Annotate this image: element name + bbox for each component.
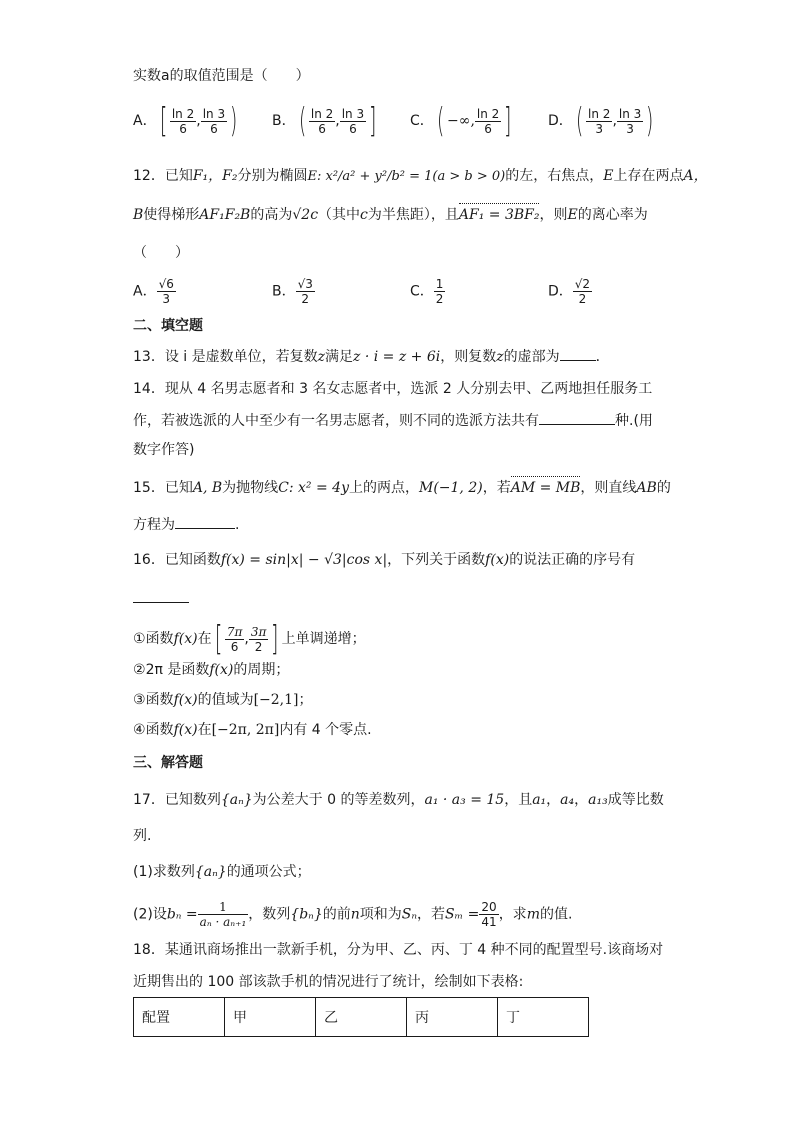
text: （其中 — [318, 207, 361, 223]
text: ，若 — [482, 480, 511, 496]
text: ，下列关于函数 — [387, 552, 486, 568]
item-marker: ④ — [133, 722, 146, 738]
q14-line-3 — [133, 440, 194, 460]
bracket: [ — [159, 101, 167, 141]
text: ，且 — [504, 792, 533, 808]
text: 的高为 — [250, 207, 293, 223]
text: 12．已知 — [133, 168, 193, 184]
text: 的虚部为 — [503, 349, 560, 365]
math-vector-equation: AM = MB — [510, 480, 581, 496]
text: 近期售出的 100 部该款手机的情况进行了统计，绘制如下表格: — [133, 974, 524, 990]
math-points: A, B — [192, 480, 223, 496]
text: (1)求数列 — [133, 864, 195, 880]
fraction — [475, 107, 501, 136]
text: ，若 — [417, 906, 446, 923]
text: 为抛物线 — [222, 480, 279, 496]
math-z: z — [317, 349, 325, 365]
option-letter: C． — [410, 113, 434, 129]
text: ，则复数 — [440, 349, 497, 365]
option-letter: B． — [272, 113, 296, 129]
q16-line-2 — [133, 588, 189, 609]
numerator: ln 2 — [171, 106, 195, 121]
text: 14．现从 4 名男志愿者和 3 名女志愿者中，选派 2 人分别去甲、乙两地担任服务工 — [133, 381, 653, 397]
text: 函数 — [145, 631, 174, 647]
text: 分别为椭圆 — [237, 168, 308, 184]
math-b: B — [133, 207, 144, 223]
denominator: 3 — [595, 121, 604, 136]
bracket: ) — [646, 101, 654, 141]
numerator: ln 3 — [341, 106, 365, 121]
fraction — [434, 277, 446, 306]
math-height: √2c — [292, 207, 319, 223]
text: 函数 — [145, 692, 174, 708]
text: 上单调递增； — [281, 631, 366, 647]
denominator: 6 — [230, 639, 239, 654]
q18-line-1 — [133, 940, 663, 960]
text: 2π 是函数 — [145, 662, 210, 678]
table-row — [134, 998, 589, 1037]
math-fx: f(x) — [485, 552, 510, 568]
q16-item-1 — [133, 619, 366, 659]
fraction — [170, 107, 196, 136]
text: 函数 — [145, 722, 174, 738]
q16-item-2 — [133, 660, 289, 680]
bracket: ] — [271, 619, 279, 659]
math-fx: f(x) — [209, 662, 234, 678]
text: ， — [574, 792, 589, 808]
q17-part-2 — [133, 900, 572, 929]
denominator: 6 — [349, 121, 357, 136]
q11-option-b — [272, 101, 379, 141]
section-heading-solutions — [133, 753, 203, 773]
math-e: E — [603, 168, 614, 184]
text: 的 — [656, 480, 671, 496]
fraction — [201, 107, 227, 136]
text: ，则直线 — [580, 480, 637, 496]
math-range: [−2π, 2π] — [211, 722, 280, 738]
text: 的左，右焦点， — [505, 168, 604, 184]
denominator: 3 — [626, 121, 634, 136]
text: (2)设 — [133, 906, 167, 923]
item-marker: ① — [133, 631, 146, 647]
math-term: a₁₃ — [588, 792, 608, 808]
q11-stem — [133, 66, 310, 86]
text: 项和为 — [359, 906, 402, 923]
text: 的值. — [539, 906, 573, 923]
denominator: 2 — [435, 292, 444, 306]
math-sm: Sₘ = — [445, 906, 480, 923]
math-m: m — [526, 906, 540, 923]
denominator: 2 — [301, 292, 310, 306]
text: 作，若被选派的人中至少有一名男志愿者，则不同的选派方法共有 — [133, 413, 539, 429]
answer-paren: （ ） — [133, 245, 189, 261]
numerator: ln 2 — [310, 106, 334, 121]
math-z: z — [496, 349, 504, 365]
text: 为公差大于 0 的等差数列， — [252, 792, 425, 808]
text: ，则 — [539, 207, 568, 223]
math-parabola: C: x² = 4y — [278, 480, 349, 496]
text: 的值域为 — [197, 692, 254, 708]
text: 成等比数 — [607, 792, 664, 808]
math-fx: f(x) — [173, 631, 198, 647]
text: 满足 — [325, 349, 353, 365]
numerator: ln 2 — [476, 106, 500, 121]
fraction — [340, 107, 366, 136]
q18-line-2 — [133, 972, 523, 992]
math-foci: F₁，F₂ — [192, 168, 238, 184]
fraction — [617, 107, 643, 136]
text: 16．已知函数 — [133, 552, 221, 568]
q11-stem-text: 实数a的取值范围是（ ） — [133, 68, 310, 84]
bracket: ] — [369, 101, 377, 141]
fraction — [198, 900, 249, 929]
fraction — [296, 277, 315, 306]
text: 18．某通讯商场推出一款新手机，分为甲、乙、丙、丁 4 种不同的配置型号.该商场对 — [133, 942, 664, 958]
fraction — [157, 277, 176, 306]
q12-option-d — [548, 277, 592, 306]
math-term: a₄ — [560, 792, 575, 808]
q12-option-a — [133, 277, 176, 306]
fraction — [586, 107, 612, 136]
q17-line-2 — [133, 826, 151, 846]
section-title: 三、解答题 — [133, 755, 203, 771]
denominator: 6 — [179, 121, 187, 136]
q12-line-3 — [133, 243, 189, 263]
math-sn: Sₙ — [401, 906, 418, 923]
numerator: 20 — [481, 900, 497, 914]
denominator: 41 — [481, 915, 497, 929]
q17-line-1 — [133, 790, 664, 810]
text: 的周期； — [233, 662, 290, 678]
answer-blank[interactable] — [133, 588, 189, 603]
numerator: 3π — [250, 624, 267, 639]
numerator: √2 — [574, 277, 591, 291]
math-line-ab: AB — [636, 480, 657, 496]
q12-line-1 — [133, 166, 708, 187]
separator: , — [335, 113, 340, 129]
numerator: ln 2 — [588, 106, 611, 121]
q17-part-1 — [133, 862, 311, 882]
fraction — [249, 625, 269, 654]
answer-blank[interactable] — [560, 346, 596, 361]
fraction — [479, 900, 498, 929]
q16-line-1 — [133, 550, 635, 570]
table-header-cell: 丁 — [498, 998, 589, 1037]
q11-option-a — [133, 101, 240, 141]
option-letter: C． — [410, 283, 434, 300]
denominator: 6 — [210, 121, 218, 136]
bracket: ) — [230, 101, 238, 141]
math-function: f(x) = sin|x| − √3|cos x| — [220, 552, 388, 568]
q12-option-b — [272, 277, 315, 306]
math-trapezoid: AF₁F₂B — [199, 207, 251, 223]
math-ellipse-equation: E: x²/a² + y²/b² = 1(a > b > 0) — [307, 169, 506, 184]
text: ，数列 — [248, 906, 291, 923]
item-marker: ③ — [133, 692, 146, 708]
bracket: ( — [436, 101, 445, 141]
math-a: A， — [683, 168, 708, 184]
option-letter: D． — [548, 113, 573, 129]
math-point-m: M(−1, 2) — [418, 480, 483, 496]
text: 使得梯形 — [143, 207, 200, 223]
text: 种.(用 — [615, 413, 653, 429]
separator: , — [196, 113, 201, 129]
text: 数字作答) — [133, 442, 195, 458]
text: 为半焦距），且 — [367, 207, 459, 223]
math-fx: f(x) — [173, 722, 198, 738]
math-sequence: {aₙ} — [194, 864, 227, 880]
math-range: [−2,1] — [253, 692, 299, 708]
q14-line-1 — [133, 379, 652, 399]
text: 上存在两点 — [613, 168, 684, 184]
table-header-cell: 丙 — [407, 998, 498, 1037]
numerator: 7π — [226, 624, 243, 639]
q12-line-2 — [133, 205, 648, 225]
q14-line-2 — [133, 410, 653, 431]
denominator: 2 — [578, 292, 587, 306]
table-header-cell: 配置 — [134, 998, 225, 1037]
fraction — [225, 625, 245, 654]
text: 方程为 — [133, 517, 175, 533]
text: 17．已知数列 — [133, 792, 221, 808]
bracket: ( — [298, 101, 306, 141]
math-bn: bₙ = — [166, 906, 198, 923]
text: . — [235, 517, 240, 533]
q15-line-2 — [133, 514, 239, 535]
numerator: √6 — [158, 277, 174, 291]
text: 在 — [197, 631, 212, 647]
answer-blank[interactable] — [175, 514, 235, 529]
math-vector-equation: AF₁ = 3BF₂ — [458, 207, 540, 223]
math-equation: z · i = z + 6i — [353, 349, 441, 365]
text: ； — [298, 692, 313, 708]
q11-option-c — [410, 101, 515, 141]
option-letter: D． — [548, 283, 573, 300]
numerator: ln 3 — [618, 106, 642, 121]
table-header-cell: 乙 — [316, 998, 407, 1037]
option-letter: A． — [133, 113, 157, 129]
text: 在 — [197, 722, 212, 738]
math-e: E — [567, 207, 578, 223]
item-marker: ② — [133, 662, 146, 678]
q16-item-4 — [133, 720, 372, 740]
option-letter: A． — [133, 283, 157, 300]
math-equation: a₁ · a₃ = 15 — [424, 792, 505, 808]
section-title: 二、填空题 — [133, 318, 203, 334]
answer-blank[interactable] — [539, 410, 615, 425]
separator: , — [244, 631, 249, 647]
bracket: ] — [504, 101, 512, 141]
text: 13．设 i 是虚数单位，若复数 — [133, 349, 318, 365]
numerator: 1 — [198, 900, 249, 915]
denominator: 3 — [162, 292, 171, 306]
numerator: ln 3 — [202, 106, 226, 121]
denominator: 6 — [318, 121, 326, 136]
q12-option-c — [410, 277, 445, 306]
text: ． — [595, 349, 610, 365]
q11-option-d — [548, 101, 657, 141]
section-heading-fill-in — [133, 316, 203, 336]
numerator: 1 — [435, 277, 444, 291]
denominator: aₙ · aₙ₊₁ — [199, 915, 247, 929]
math-sequence: {aₙ} — [220, 792, 253, 808]
math-fx: f(x) — [173, 692, 198, 708]
bracket: ( — [575, 101, 584, 141]
math-n: n — [350, 906, 360, 923]
table-header-cell: 甲 — [225, 998, 316, 1037]
bracket: [ — [214, 619, 222, 659]
denominator: 2 — [254, 639, 263, 654]
numerator: √3 — [297, 277, 313, 291]
separator: , — [612, 113, 617, 129]
text: 15．已知 — [133, 480, 193, 496]
option-letter: B． — [272, 283, 296, 300]
text: ， — [546, 792, 561, 808]
neg-infinity: −∞, — [447, 113, 475, 129]
text: 的通项公式； — [226, 864, 311, 880]
fraction — [573, 277, 592, 306]
text: 的前 — [322, 906, 351, 923]
math-sequence: {bₙ} — [290, 906, 323, 923]
text: 的说法正确的序号有 — [509, 552, 636, 568]
text: 列. — [133, 828, 152, 844]
denominator: 6 — [484, 121, 492, 136]
fraction — [309, 107, 335, 136]
q15-line-1 — [133, 478, 671, 498]
q18-table — [133, 997, 589, 1037]
q13 — [133, 346, 610, 367]
text: 内有 4 个零点. — [279, 722, 372, 738]
math-term: a₁ — [532, 792, 547, 808]
text: ，求 — [498, 906, 527, 923]
text: 上的两点， — [348, 480, 419, 496]
q16-item-3 — [133, 690, 313, 710]
text: 的离心率为 — [577, 207, 648, 223]
math-c: c — [360, 207, 368, 223]
